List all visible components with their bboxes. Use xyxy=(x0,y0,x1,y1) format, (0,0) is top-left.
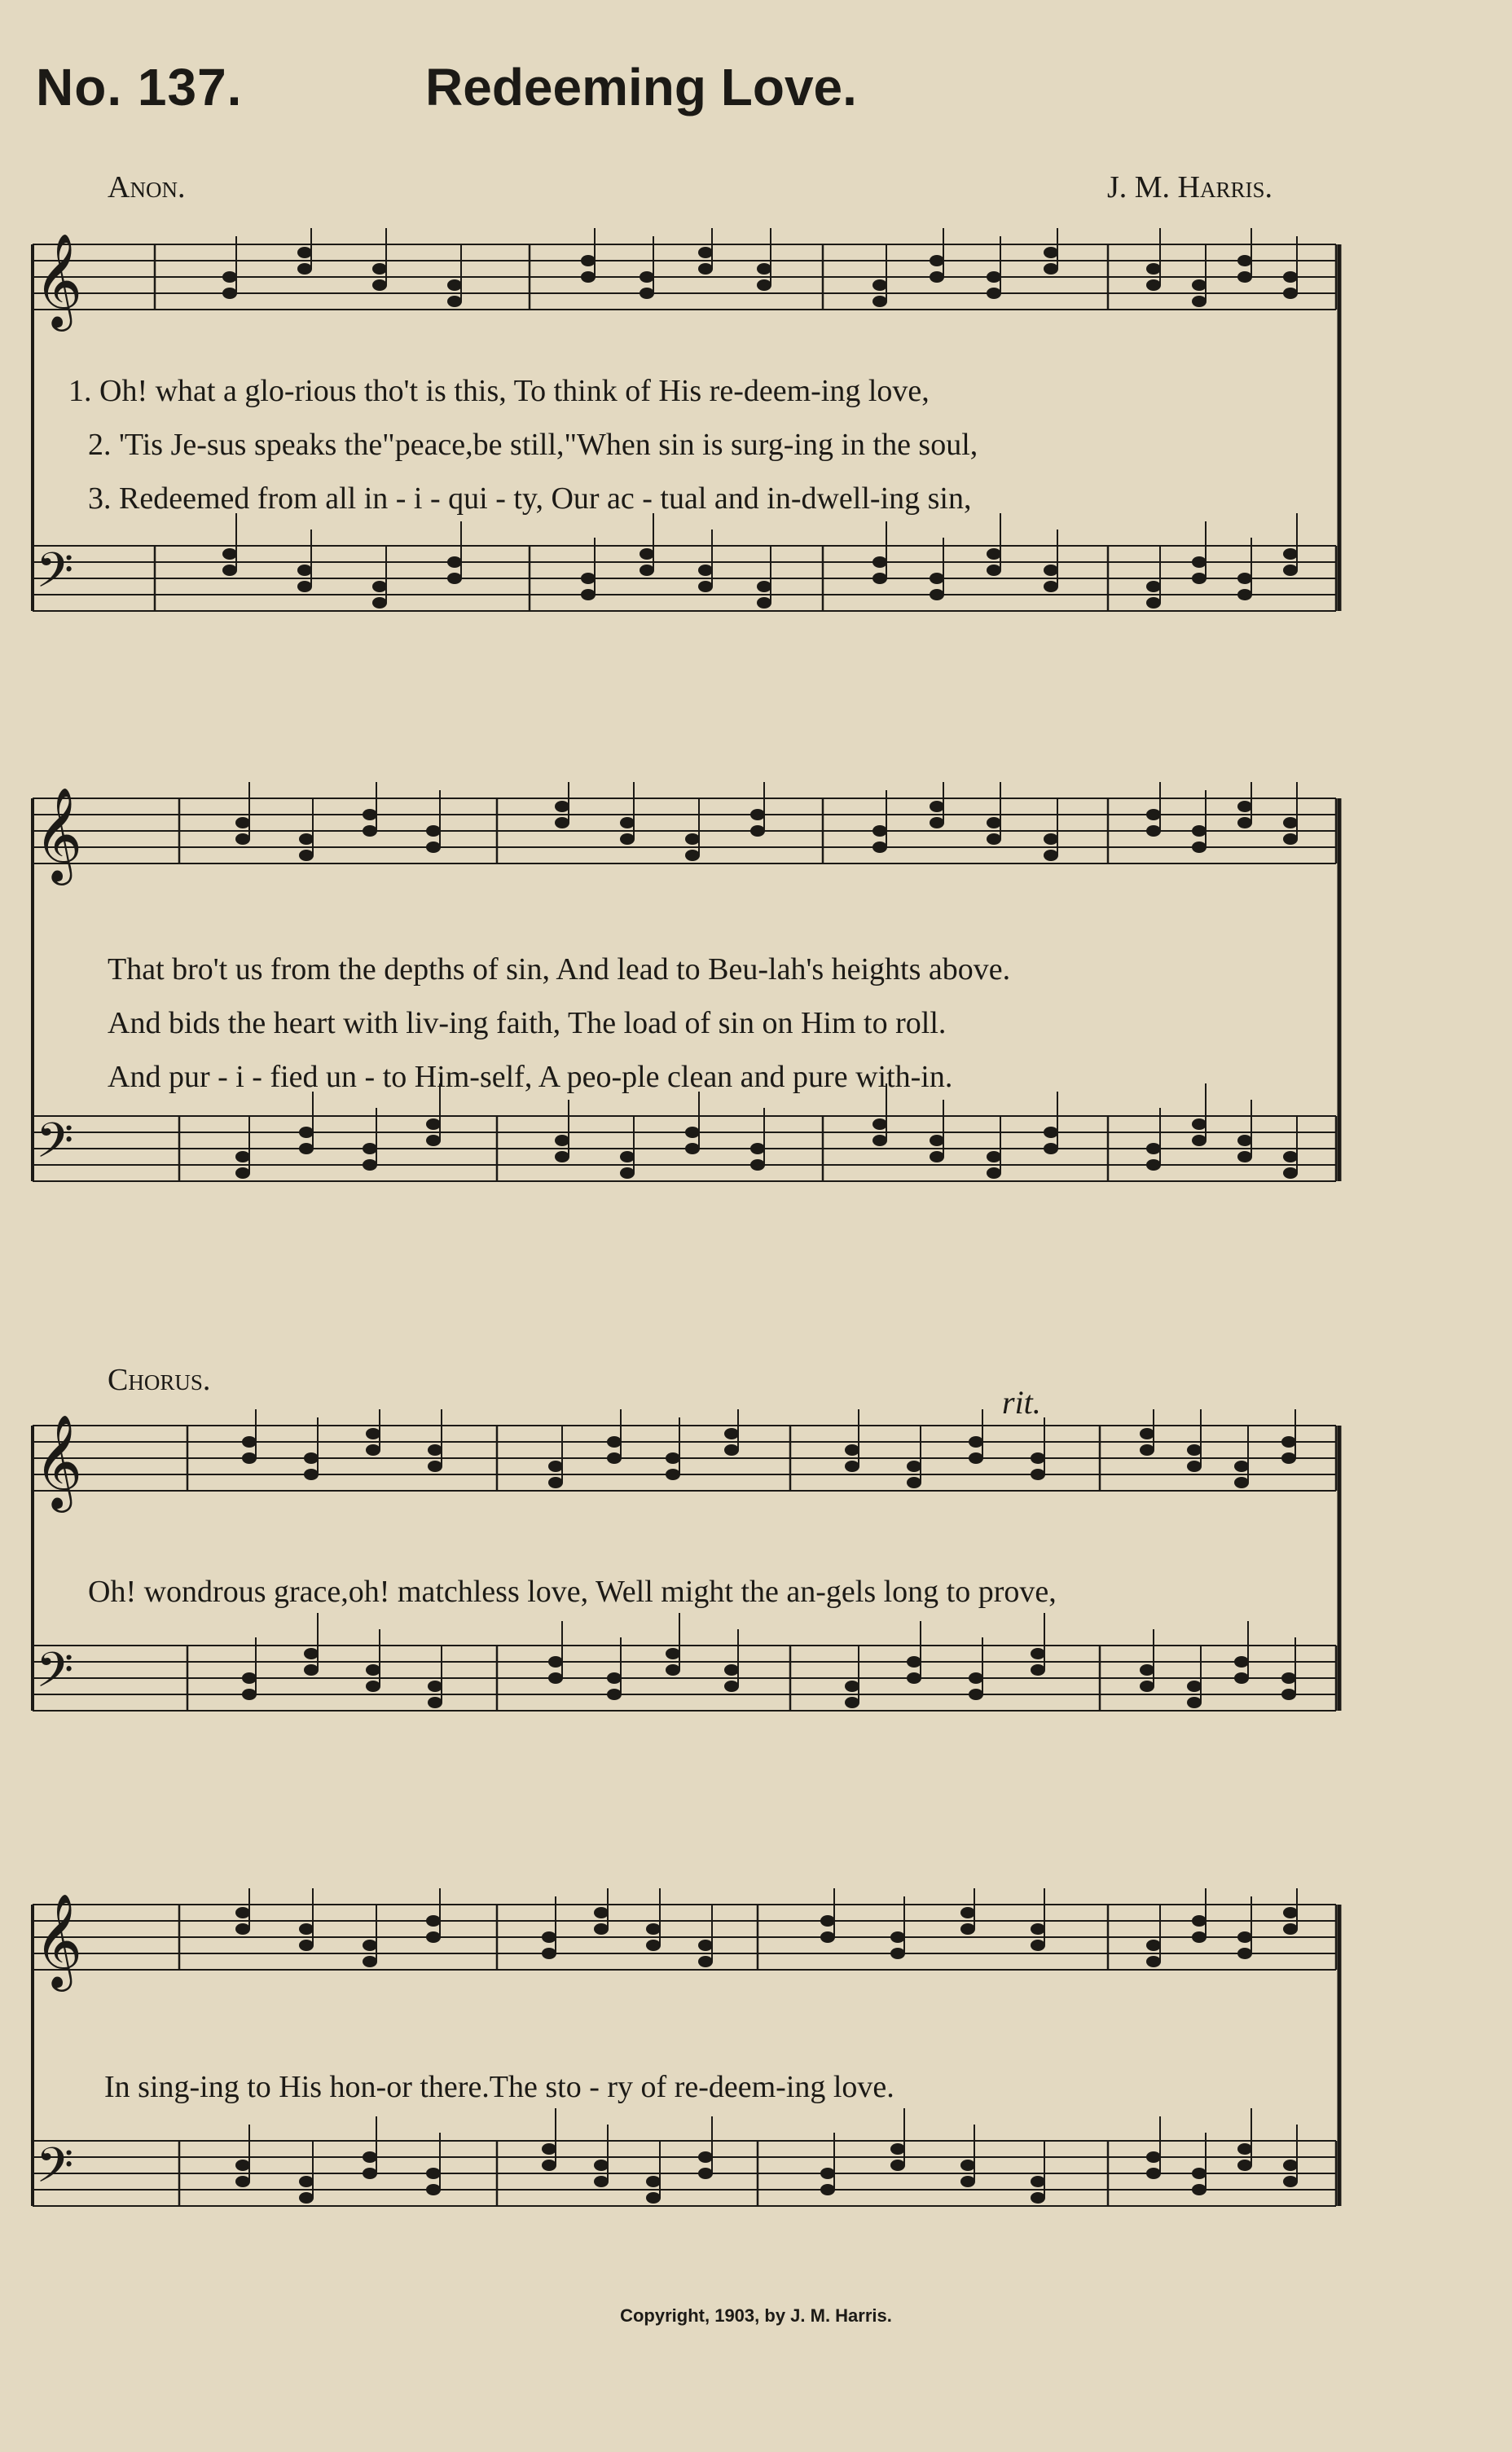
copyright-notice: Copyright, 1903, by J. M. Harris. xyxy=(620,2305,892,2326)
note-head xyxy=(1187,1444,1202,1456)
note-head xyxy=(698,581,713,592)
note-head xyxy=(987,288,1001,299)
note-head xyxy=(930,573,944,584)
staff-3-bass xyxy=(33,2141,1336,2206)
note-head xyxy=(646,1923,661,1935)
hymn-title: Redeeming Love. xyxy=(425,58,857,116)
note-head xyxy=(620,1151,635,1162)
note-head xyxy=(845,1444,859,1456)
note-head xyxy=(890,1931,905,1943)
note-head xyxy=(594,1923,609,1935)
treble-clef-icon: 𝄞 xyxy=(34,786,83,881)
note-head xyxy=(594,2176,609,2187)
note-head xyxy=(1187,1461,1202,1472)
note-head xyxy=(845,1697,859,1708)
note-head xyxy=(1031,1940,1045,1951)
treble-clef-icon: 𝄞 xyxy=(34,1892,83,1988)
note-head xyxy=(447,573,462,584)
note-head xyxy=(304,1469,319,1480)
note-head xyxy=(1146,1143,1161,1154)
note-head xyxy=(757,263,771,275)
note-head xyxy=(1146,597,1161,609)
note-head xyxy=(872,556,887,568)
note-head xyxy=(930,255,944,266)
note-head xyxy=(872,842,887,853)
note-head xyxy=(872,1135,887,1146)
note-head xyxy=(235,833,250,845)
note-head xyxy=(363,2168,377,2179)
note-head xyxy=(581,255,596,266)
note-head xyxy=(235,1907,250,1918)
note-head xyxy=(960,1923,975,1935)
note-head xyxy=(542,2143,556,2155)
note-head xyxy=(1187,1697,1202,1708)
note-head xyxy=(724,1681,739,1692)
note-head xyxy=(1283,817,1298,828)
note-head xyxy=(242,1436,257,1448)
note-head xyxy=(1146,581,1161,592)
note-head xyxy=(1192,1118,1207,1130)
note-head xyxy=(757,279,771,291)
note-head xyxy=(1192,573,1207,584)
note-head xyxy=(297,247,312,258)
note-head xyxy=(930,801,944,812)
note-head xyxy=(555,817,569,828)
note-head xyxy=(845,1681,859,1692)
note-head xyxy=(930,271,944,283)
note-head xyxy=(222,271,237,283)
note-head xyxy=(1283,271,1298,283)
note-head xyxy=(685,850,700,861)
note-head xyxy=(297,581,312,592)
credits-row xyxy=(108,169,1272,210)
note-head xyxy=(646,1940,661,1951)
note-head xyxy=(555,801,569,812)
staff-2-bass xyxy=(33,1646,1336,1711)
lyricist-credit: Anon. xyxy=(108,170,186,204)
note-head xyxy=(698,247,713,258)
note-head xyxy=(872,825,887,837)
note-head xyxy=(620,833,635,845)
note-head xyxy=(581,271,596,283)
note-head xyxy=(607,1689,622,1700)
note-head xyxy=(750,1143,765,1154)
note-head xyxy=(542,1931,556,1943)
note-head xyxy=(447,556,462,568)
note-head xyxy=(372,581,387,592)
note-head xyxy=(1146,825,1161,837)
chorus-line-1: Oh! wondrous grace,oh! matchless love, Well might the an-gels long to prove, xyxy=(88,1575,1057,1609)
bass-clef-icon: 𝄢 xyxy=(36,2137,74,2205)
note-head xyxy=(555,1135,569,1146)
note-head xyxy=(750,825,765,837)
note-head xyxy=(428,1444,442,1456)
note-head xyxy=(1237,271,1252,283)
note-head xyxy=(1044,850,1058,861)
note-head xyxy=(363,1956,377,1967)
treble-clef-icon: 𝄞 xyxy=(34,1413,83,1509)
note-head xyxy=(1146,2151,1161,2163)
note-head xyxy=(372,279,387,291)
note-head xyxy=(724,1444,739,1456)
note-head xyxy=(426,1915,441,1927)
lyric-line-3b: And pur - i - fied un - to Him-self, A peo-ple clean and pure with-in. xyxy=(108,1060,953,1094)
note-head xyxy=(1044,1127,1058,1138)
note-head xyxy=(666,1469,680,1480)
note-head xyxy=(969,1436,983,1448)
note-head xyxy=(363,1143,377,1154)
note-head xyxy=(594,1907,609,1918)
note-head xyxy=(1031,1664,1045,1676)
note-head xyxy=(987,271,1001,283)
note-head xyxy=(930,1135,944,1146)
chorus-line-2: In sing-ing to His hon-or there.The sto - ry of re-deem-ing love. xyxy=(104,2070,894,2104)
note-head xyxy=(299,1923,314,1935)
note-head xyxy=(1140,1664,1154,1676)
note-head xyxy=(1146,1159,1161,1171)
note-head xyxy=(890,2160,905,2171)
note-head xyxy=(1283,1151,1298,1162)
note-head xyxy=(698,2168,713,2179)
note-head xyxy=(426,2168,441,2179)
note-head xyxy=(1192,1915,1207,1927)
note-head xyxy=(428,1697,442,1708)
note-head xyxy=(594,2160,609,2171)
note-head xyxy=(1237,1931,1252,1943)
note-head xyxy=(960,1907,975,1918)
note-head xyxy=(1044,833,1058,845)
note-head xyxy=(987,1167,1001,1179)
note-head xyxy=(640,565,654,576)
note-head xyxy=(299,833,314,845)
note-head xyxy=(685,833,700,845)
note-head xyxy=(1031,1648,1045,1659)
note-head xyxy=(242,1452,257,1464)
note-head xyxy=(1283,1923,1298,1935)
note-head xyxy=(1031,1923,1045,1935)
note-head xyxy=(1044,1143,1058,1154)
note-head xyxy=(1234,1461,1249,1472)
note-head xyxy=(1283,288,1298,299)
note-head xyxy=(363,1940,377,1951)
note-head xyxy=(304,1648,319,1659)
note-head xyxy=(1237,1948,1252,1959)
note-head xyxy=(646,2176,661,2187)
note-head xyxy=(304,1452,319,1464)
note-head xyxy=(907,1672,921,1684)
note-head xyxy=(235,1151,250,1162)
note-head xyxy=(426,1931,441,1943)
note-head xyxy=(304,1664,319,1676)
note-head xyxy=(1031,2192,1045,2204)
note-head xyxy=(299,2192,314,2204)
note-head xyxy=(698,2151,713,2163)
note-head xyxy=(1283,2160,1298,2171)
note-head xyxy=(1192,1135,1207,1146)
note-head xyxy=(1281,1452,1296,1464)
note-head xyxy=(757,581,771,592)
note-head xyxy=(750,1159,765,1171)
note-head xyxy=(724,1664,739,1676)
note-head xyxy=(235,817,250,828)
note-head xyxy=(666,1648,680,1659)
note-head xyxy=(235,1167,250,1179)
note-head xyxy=(640,548,654,560)
tempo-mark-rit: rit. xyxy=(1002,1384,1041,1421)
note-head xyxy=(1192,556,1207,568)
note-head xyxy=(366,1428,380,1439)
note-head xyxy=(1283,1907,1298,1918)
note-head xyxy=(890,2143,905,2155)
note-head xyxy=(235,2160,250,2171)
note-head xyxy=(969,1672,983,1684)
note-head xyxy=(1031,1469,1045,1480)
lyric-line-2a: 2. 'Tis Je-sus speaks the"peace,be still,"When sin is surg-ing in the soul, xyxy=(88,428,978,462)
note-head xyxy=(640,288,654,299)
note-head xyxy=(426,825,441,837)
note-head xyxy=(363,1159,377,1171)
note-head xyxy=(222,288,237,299)
note-head xyxy=(1146,1956,1161,1967)
note-head xyxy=(685,1143,700,1154)
note-head xyxy=(1234,1672,1249,1684)
note-head xyxy=(907,1461,921,1472)
treble-clef-icon: 𝄞 xyxy=(34,232,83,327)
note-head xyxy=(1140,1428,1154,1439)
note-head xyxy=(447,279,462,291)
composer-credit: J. M. Harris. xyxy=(1106,170,1272,204)
note-head xyxy=(1237,817,1252,828)
note-head xyxy=(646,2192,661,2204)
note-head xyxy=(1237,1135,1252,1146)
note-head xyxy=(969,1452,983,1464)
note-head xyxy=(845,1461,859,1472)
note-head xyxy=(1192,2184,1207,2195)
note-head xyxy=(366,1664,380,1676)
note-head xyxy=(581,589,596,600)
note-head xyxy=(1192,2168,1207,2179)
note-head xyxy=(428,1461,442,1472)
note-head xyxy=(1192,296,1207,307)
note-head xyxy=(620,817,635,828)
note-head xyxy=(698,263,713,275)
note-head xyxy=(235,1923,250,1935)
note-head xyxy=(698,565,713,576)
note-head xyxy=(666,1664,680,1676)
note-head xyxy=(242,1689,257,1700)
note-head xyxy=(235,2176,250,2187)
note-head xyxy=(1283,565,1298,576)
staff-3-treble xyxy=(33,1905,1336,1970)
note-head xyxy=(872,1118,887,1130)
lyric-line-3a: 3. Redeemed from all in - i - qui - ty, Our ac - tual and in-dwell-ing sin, xyxy=(88,481,972,516)
note-head xyxy=(1044,247,1058,258)
note-head xyxy=(1140,1681,1154,1692)
note-head xyxy=(548,1672,563,1684)
note-head xyxy=(1044,263,1058,275)
note-head xyxy=(1192,279,1207,291)
note-head xyxy=(987,833,1001,845)
note-head xyxy=(1281,1436,1296,1448)
note-head xyxy=(1192,825,1207,837)
note-head xyxy=(1283,2176,1298,2187)
note-head xyxy=(1031,1452,1045,1464)
note-head xyxy=(426,842,441,853)
note-head xyxy=(222,548,237,560)
note-head xyxy=(607,1436,622,1448)
note-head xyxy=(685,1127,700,1138)
note-head xyxy=(698,1956,713,1967)
note-head xyxy=(366,1444,380,1456)
note-head xyxy=(542,1948,556,1959)
note-head xyxy=(1192,842,1207,853)
note-head xyxy=(1237,589,1252,600)
note-head xyxy=(724,1428,739,1439)
note-head xyxy=(1031,2176,1045,2187)
note-head xyxy=(1237,2160,1252,2171)
note-head xyxy=(1234,1656,1249,1668)
note-head xyxy=(372,597,387,609)
staff-1-treble xyxy=(33,798,1336,863)
note-head xyxy=(872,296,887,307)
note-head xyxy=(620,1167,635,1179)
note-head xyxy=(1283,833,1298,845)
note-head xyxy=(1281,1672,1296,1684)
note-head xyxy=(987,548,1001,560)
note-head xyxy=(820,2184,835,2195)
note-head xyxy=(1237,801,1252,812)
note-head xyxy=(757,597,771,609)
bass-clef-icon: 𝄢 xyxy=(36,1112,74,1180)
note-head xyxy=(930,589,944,600)
note-head xyxy=(299,1143,314,1154)
lyric-line-2b: And bids the heart with liv-ing faith, The load of sin on Him to roll. xyxy=(108,1006,947,1040)
note-head xyxy=(907,1477,921,1488)
note-head xyxy=(1237,255,1252,266)
note-head xyxy=(372,263,387,275)
note-head xyxy=(872,573,887,584)
staff-1-bass xyxy=(33,1116,1336,1181)
note-head xyxy=(987,565,1001,576)
note-head xyxy=(1283,548,1298,560)
note-head xyxy=(299,850,314,861)
note-head xyxy=(297,263,312,275)
note-head xyxy=(1237,1151,1252,1162)
note-head xyxy=(1146,809,1161,820)
note-head xyxy=(1187,1681,1202,1692)
note-head xyxy=(548,1477,563,1488)
note-head xyxy=(299,1940,314,1951)
note-head xyxy=(1146,279,1161,291)
note-head xyxy=(907,1656,921,1668)
note-head xyxy=(447,296,462,307)
note-head xyxy=(299,1127,314,1138)
note-head xyxy=(297,565,312,576)
note-head xyxy=(1146,263,1161,275)
note-head xyxy=(960,2176,975,2187)
note-head xyxy=(299,2176,314,2187)
note-head xyxy=(930,1151,944,1162)
note-head xyxy=(820,1915,835,1927)
note-head xyxy=(363,825,377,837)
note-head xyxy=(987,817,1001,828)
title-row xyxy=(36,57,1486,130)
note-head xyxy=(666,1452,680,1464)
bass-clef-icon: 𝄢 xyxy=(36,1641,74,1710)
note-head xyxy=(581,573,596,584)
note-head xyxy=(428,1681,442,1692)
lyric-line-1a: 1. Oh! what a glo-rious tho't is this, To think of His re-deem-ing love, xyxy=(68,374,930,408)
note-head xyxy=(1044,565,1058,576)
note-head xyxy=(607,1452,622,1464)
note-head xyxy=(363,809,377,820)
note-head xyxy=(542,2160,556,2171)
note-head xyxy=(930,817,944,828)
note-head xyxy=(363,2151,377,2163)
chorus-label: Chorus. xyxy=(108,1363,211,1397)
note-head xyxy=(1237,2143,1252,2155)
note-head xyxy=(366,1681,380,1692)
note-head xyxy=(1281,1689,1296,1700)
note-head xyxy=(987,1151,1001,1162)
note-head xyxy=(698,1940,713,1951)
note-head xyxy=(1146,2168,1161,2179)
note-head xyxy=(969,1689,983,1700)
note-head xyxy=(1237,573,1252,584)
note-head xyxy=(1283,1167,1298,1179)
note-head xyxy=(555,1151,569,1162)
note-head xyxy=(640,271,654,283)
note-head xyxy=(242,1672,257,1684)
note-head xyxy=(426,2184,441,2195)
bass-clef-icon: 𝄢 xyxy=(36,542,74,610)
note-head xyxy=(820,2168,835,2179)
note-head xyxy=(872,279,887,291)
note-head xyxy=(607,1672,622,1684)
note-head xyxy=(820,1931,835,1943)
note-head xyxy=(426,1118,441,1130)
note-head xyxy=(1140,1444,1154,1456)
note-head xyxy=(960,2160,975,2171)
note-head xyxy=(890,1948,905,1959)
note-head xyxy=(1146,1940,1161,1951)
note-head xyxy=(548,1461,563,1472)
note-head xyxy=(1234,1477,1249,1488)
note-head xyxy=(548,1656,563,1668)
note-head xyxy=(222,565,237,576)
note-head xyxy=(1044,581,1058,592)
note-head xyxy=(750,809,765,820)
hymn-number: No. 137. xyxy=(36,58,243,116)
note-head xyxy=(426,1135,441,1146)
lyric-line-1b: That bro't us from the depths of sin, And lead to Beu-lah's heights above. xyxy=(108,952,1011,987)
note-head xyxy=(1192,1931,1207,1943)
